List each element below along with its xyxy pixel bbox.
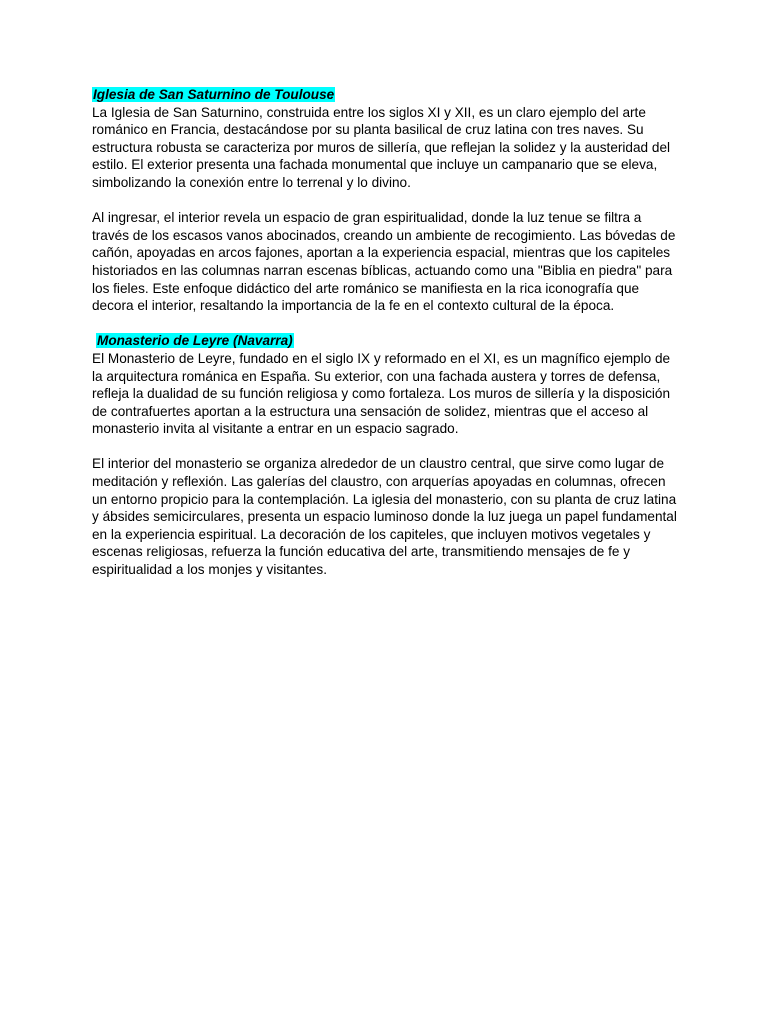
paragraph: El Monasterio de Leyre, fundado en el siglo IX y reformado en el XI, es un magnífico ejemplo de la arquitectura románica en España. Su exterior, con una fachada austera y torres de defensa, refleja la dualidad de su función religiosa y como fortaleza. Los muros de sillería y la disposición de contrafuertes aportan a la estructura una sensación de solidez, mientras que el acceso al monasterio invita al visitante a entrar en un espacio sagrado.	[92, 350, 671, 437]
section-leyre	[92, 332, 677, 578]
paragraph-spacer	[92, 192, 677, 210]
paragraph-spacer	[92, 438, 677, 456]
section-heading	[92, 86, 677, 104]
paragraph: El interior del monasterio se organiza alrededor de un claustro central, que sirve como lugar de meditación y reflexión. Las galerías del claustro, con arquerías apoyadas en columnas, ofrecen un entorno propicio para la contemplación. La iglesia del monasterio, con su planta de cruz latina y ábsides semicirculares, presenta un espacio luminoso donde la luz juega un papel fundamental en la experiencia espiritual. La decoración de los capiteles, que incluyen motivos vegetales y escenas religiosas, refuerza la función educativa del arte, transmitiendo mensajes de fe y espiritualidad a los monjes y visitantes.	[92, 456, 677, 578]
paragraph-spacer	[92, 315, 677, 333]
section-san-saturnino	[92, 86, 677, 332]
paragraph: La Iglesia de San Saturnino, construida entre los siglos XI y XII, es un claro ejemplo del arte románico en Francia, destacándose por su planta basilical de cruz latina con tres naves. Su estructura robusta se caracteriza por muros de sillería, que reflejan la solidez y la austeridad del estilo. El exterior presenta una fachada monumental que incluye un campanario que se eleva, simbolizando la conexión entre lo terrenal y lo divino.	[92, 104, 671, 190]
paragraph: Al ingresar, el interior revela un espacio de gran espiritualidad, donde la luz tenue se filtra a través de los escasos vanos abocinados, creando un ambiente de recogimiento. Las bóvedas de cañón, apoyadas en arcos fajones, aportan a la experiencia espacial, mientras que los capiteles historiados en las columnas narran escenas bíblicas, actuando como una "Biblia en piedra" para los fieles. Este enfoque didáctico del arte románico se manifiesta en la rica iconografía que decora el interior, resaltando la importancia de la fe en el contexto cultural de la época.	[92, 210, 676, 314]
section-heading	[92, 332, 677, 350]
document-body	[92, 86, 677, 579]
heading-leyre: Monasterio de Leyre (Navarra)	[97, 333, 293, 349]
heading-san-saturnino: Iglesia de San Saturnino de Toulouse	[93, 87, 335, 102]
